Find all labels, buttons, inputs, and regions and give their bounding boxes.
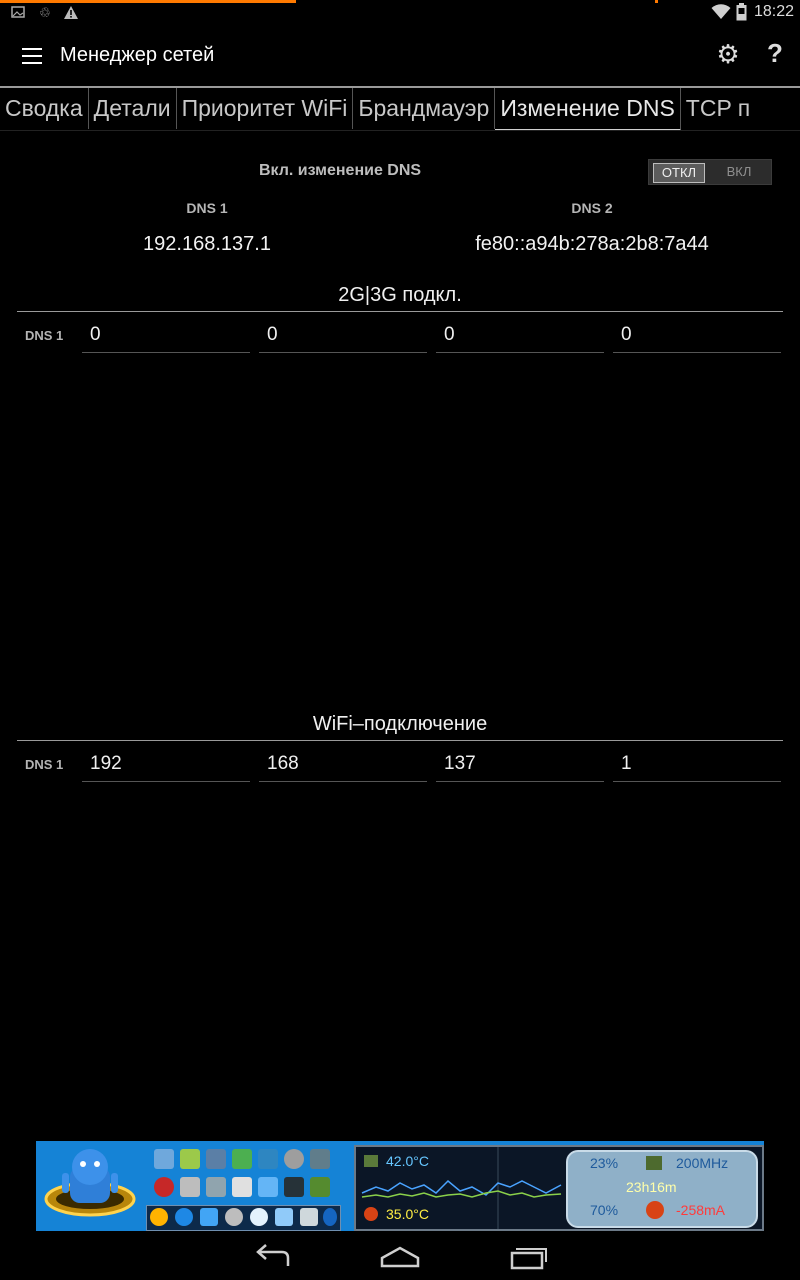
- tab-firewall[interactable]: Брандмауэр: [353, 88, 495, 129]
- octet-value: 1: [621, 753, 632, 774]
- status-bar: [0, 0, 800, 26]
- power-icon: [323, 1208, 337, 1226]
- progress-dot: [655, 0, 658, 3]
- uptime: 23h16m: [626, 1179, 677, 1195]
- octet-value: 0: [444, 324, 455, 345]
- battery-icon: [736, 3, 747, 21]
- recents-icon[interactable]: [498, 1240, 558, 1274]
- monitor-icon: [154, 1149, 174, 1169]
- help-icon[interactable]: ?: [767, 38, 783, 68]
- toggle-off-option[interactable]: ОТКЛ: [653, 163, 705, 183]
- globe-icon: [250, 1208, 268, 1226]
- dns2-header: DNS 2: [571, 200, 613, 216]
- tab-tcp[interactable]: TCP п: [685, 95, 751, 121]
- octet-value: 0: [90, 324, 101, 345]
- tab-strip: [0, 88, 800, 130]
- home-icon[interactable]: [370, 1240, 430, 1274]
- cpu-icon: [646, 1156, 662, 1170]
- transfer-icon: [275, 1208, 293, 1226]
- cpu-frequency: 200MHz: [676, 1155, 729, 1171]
- wifi-tool-icon: [200, 1208, 218, 1226]
- back-icon[interactable]: [242, 1240, 302, 1274]
- octet-value: 168: [267, 753, 299, 774]
- octet-value: 0: [621, 324, 632, 345]
- mobile-dns-octet-3[interactable]: [436, 318, 604, 353]
- cpu-temperature: 42.0°C: [386, 1153, 429, 1169]
- wifi-section-title: WiFi–подключение: [312, 713, 488, 735]
- system-monitor-panel: [354, 1145, 764, 1231]
- chip-temp-icon: [364, 1155, 378, 1167]
- chip-icon: [310, 1149, 330, 1169]
- wifi-dns-octet-4[interactable]: [613, 747, 781, 782]
- tool-icons-grid: [146, 1147, 341, 1227]
- toggle-on-option[interactable]: ВКЛ: [726, 164, 752, 179]
- clock: 18:22: [753, 3, 794, 20]
- download-progress-line: [0, 0, 296, 3]
- action-bar: [0, 26, 800, 88]
- enable-dns-change-label: Вкл. изменение DNS: [258, 162, 422, 179]
- memory-icon: [310, 1177, 330, 1197]
- dns1-header: DNS 1: [186, 200, 228, 216]
- stats-bubble: [566, 1150, 758, 1228]
- mobile-dns-octet-2[interactable]: [259, 318, 427, 353]
- mobile-dns-octet-4[interactable]: [613, 318, 781, 353]
- octet-value: 0: [267, 324, 278, 345]
- menu-icon[interactable]: [22, 48, 42, 64]
- tab-divider: [0, 130, 800, 131]
- section-divider: [17, 311, 783, 312]
- navigation-bar: [0, 1232, 800, 1280]
- section-divider: [17, 740, 783, 741]
- settings-tool-icon: [225, 1208, 243, 1226]
- clean-icon: [300, 1208, 318, 1226]
- tab-wifi-priority[interactable]: Приоритет WiFi: [177, 88, 354, 129]
- sd-card-icon: [284, 1177, 304, 1197]
- battery-drain-icon: [646, 1201, 664, 1219]
- disc-icon: [284, 1149, 304, 1169]
- octet-value: 137: [444, 753, 476, 774]
- gauge-icon: [175, 1208, 193, 1226]
- wifi-icon: [711, 4, 731, 20]
- recycle-icon: ♲: [39, 5, 51, 20]
- battery-tool-icon: [180, 1149, 200, 1169]
- mobile-dns1-label: DNS 1: [25, 328, 64, 343]
- warning-icon: [63, 5, 79, 21]
- wifi-dns-octet-1[interactable]: [82, 747, 250, 782]
- app-title: Менеджер сетей: [60, 44, 215, 66]
- battery-temp-icon: [364, 1207, 378, 1221]
- mail-icon: [258, 1149, 278, 1169]
- android-ring-logo: [42, 1149, 138, 1223]
- wifi-dns-octet-3[interactable]: [436, 747, 604, 782]
- cpu-usage: 23%: [590, 1155, 619, 1171]
- image-icon: [10, 5, 26, 21]
- dns1-value: 192.168.137.1: [143, 233, 271, 255]
- battery-current: -258mA: [676, 1202, 726, 1218]
- wifi-dns1-label: DNS 1: [25, 757, 64, 772]
- battery-temperature: 35.0°C: [386, 1206, 429, 1222]
- mobile-dns-octet-1[interactable]: [82, 318, 250, 353]
- scanner-icon: [206, 1177, 226, 1197]
- settings-icon[interactable]: ⚙: [716, 39, 740, 69]
- tab-dns-change[interactable]: Изменение DNS: [495, 88, 680, 130]
- tab-summary[interactable]: Сводка: [0, 88, 89, 129]
- network-icon: [232, 1149, 252, 1169]
- wifi-dns-octet-2[interactable]: [259, 747, 427, 782]
- octet-value: 192: [90, 753, 122, 774]
- record-icon: [154, 1177, 174, 1197]
- chart-icon: [206, 1149, 226, 1169]
- sun-icon: [150, 1208, 168, 1226]
- dns2-value: fe80::a94b:278a:2b8:7a44: [475, 233, 709, 255]
- file-icon: [258, 1177, 278, 1197]
- tools-icon: [180, 1177, 200, 1197]
- document-icon: [232, 1177, 252, 1197]
- ad-banner[interactable]: [36, 1141, 764, 1231]
- tab-details[interactable]: Детали: [89, 88, 177, 129]
- mobile-section-title: 2G|3G подкл.: [338, 284, 462, 306]
- dns-change-toggle[interactable]: [648, 159, 772, 185]
- battery-level: 70%: [590, 1202, 619, 1218]
